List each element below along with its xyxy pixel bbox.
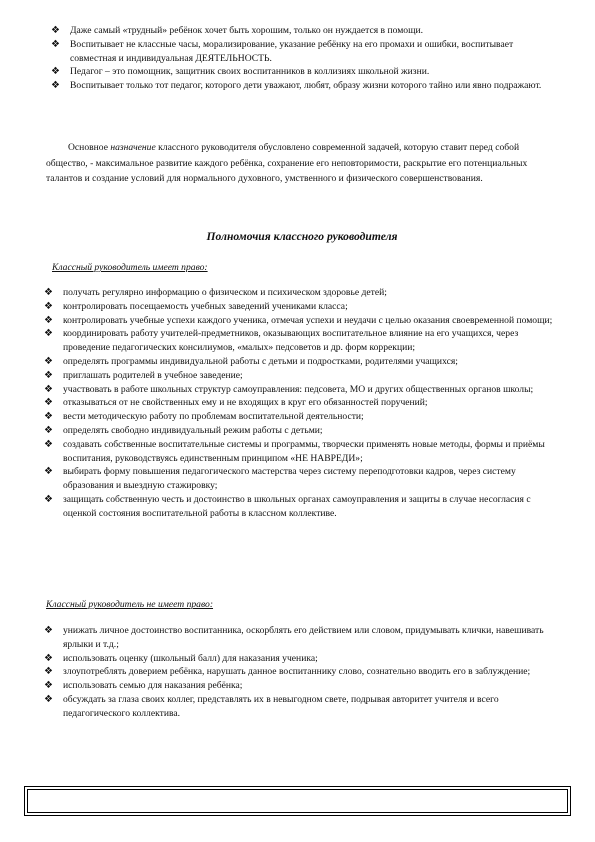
diamond-bullet-icon: ❖ (44, 693, 53, 705)
list-item: ❖ контролировать посещаемость учебных заведений учениками класса; (44, 300, 348, 312)
diamond-bullet-icon: ❖ (44, 652, 53, 664)
diamond-bullet-icon: ❖ (51, 66, 60, 78)
list-item: ❖ контролировать учебные успехи каждого ученика, отмечая успехи и неудачи с целью оказания своевременной помощи; (44, 314, 553, 326)
diamond-bullet-icon: ❖ (44, 424, 53, 436)
diamond-bullet-icon: ❖ (44, 411, 53, 423)
section-heading: Полномочия классного руководителя (206, 230, 398, 243)
list-item: ❖ определять программы индивидуальной работы с детьми и подростками, родителями учащихся; (44, 355, 458, 367)
list-item: ❖ Педагог – это помощник, защитник своих воспитанников в коллизиях школьной жизни. (51, 66, 430, 78)
list-item: ❖ защищать собственную честь и достоинство в школьных органах самоуправления и защиты в случае несогласия с оценкой состояния воспитательной работы в классном коллективе. (44, 493, 531, 519)
list-item: ❖ участвовать в работе школьных структур самоуправления: педсовета, МО и других общественных органов школы; (44, 383, 534, 395)
diamond-bullet-icon: ❖ (44, 314, 53, 326)
list-item: ❖ унижать личное достоинство воспитанника, оскорблять его действием или словом, придумывать клички, навешивать ярлыки и т.д.; (44, 625, 544, 650)
diamond-bullet-icon: ❖ (44, 438, 53, 450)
diamond-bullet-icon: ❖ (44, 397, 53, 409)
diamond-bullet-icon: ❖ (44, 493, 53, 505)
diamond-bullet-icon: ❖ (44, 355, 53, 367)
diamond-bullet-icon: ❖ (44, 369, 53, 381)
diamond-bullet-icon: ❖ (44, 680, 53, 692)
emphasis-text: назначение (110, 142, 156, 153)
diamond-bullet-icon: ❖ (44, 625, 53, 636)
list-item: ❖ приглашать родителей в учебное заведение; (44, 369, 243, 381)
principles-list (51, 24, 560, 93)
diamond-bullet-icon: ❖ (44, 300, 53, 312)
list-item: ❖ вести методическую работу по проблемам воспитательной деятельности; (44, 411, 364, 423)
list-item: ❖ создавать собственные воспитательные системы и программы, творчески применять новые методы, формы и приёмы воспитания, руководствуясь единственным принципом «НЕ НАВРЕДИ»; (44, 438, 545, 464)
list-item: ❖ использовать семью для наказания ребёнка; (44, 680, 243, 692)
diamond-bullet-icon: ❖ (51, 38, 60, 50)
diamond-bullet-icon: ❖ (51, 80, 60, 92)
diamond-bullet-icon: ❖ (44, 328, 53, 340)
footer-frame (24, 786, 571, 816)
list-item: ❖ Даже самый «трудный» ребёнок хочет быть хорошим, только он нуждается в помощи. (51, 25, 424, 36)
list-item: ❖ Воспитывает не классные часы, морализирование, указание ребёнку на его промахи и ошибки, воспитывает совместная и индивидуальная ДЕЯТЕЛЬНОСТЬ. (51, 38, 514, 64)
diamond-bullet-icon: ❖ (44, 383, 53, 395)
list-item: ❖ Воспитывает только тот педагог, которого дети уважают, любят, образу жизни которого тайно или явно подражают. (51, 80, 542, 92)
prohibitions-list (44, 624, 563, 721)
list-item: ❖ использовать оценку (школьный балл) для наказания ученика; (44, 652, 318, 664)
diamond-bullet-icon: ❖ (44, 466, 53, 478)
list-item: ❖ координировать работу учителей-предметников, оказывающих воспитательное влияние на его учащихся, через проведение педагогических консилиумов, «малых» педсоветов и др. форм коррекции; (44, 328, 519, 354)
rights-subheading: Классный руководитель имеет право: (52, 262, 208, 273)
rights-list (44, 286, 563, 521)
prohibitions-subheading: Классный руководитель не имеет право: (46, 599, 214, 610)
list-item: ❖ злоупотреблять доверием ребёнка, нарушать данное воспитаннику слово, сознательно вводить его в заблуждение; (44, 666, 531, 678)
diamond-bullet-icon: ❖ (51, 25, 60, 36)
list-item: ❖ определять свободно индивидуальный режим работы с детьми; (44, 424, 323, 436)
list-item: ❖ получать регулярно информацию о физическом и психическом здоровье детей; (44, 287, 387, 298)
diamond-bullet-icon: ❖ (44, 287, 53, 298)
list-item: ❖ отказываться от не свойственных ему и не входящих в круг его обязанностей поручений; (44, 397, 428, 409)
list-item: ❖ выбирать форму повышения педагогического мастерства через систему переподготовки кадров, через систему образования и выездную стажировку; (44, 466, 516, 492)
diamond-bullet-icon: ❖ (44, 666, 53, 678)
list-item: ❖ обсуждать за глаза своих коллег, представлять их в невыгодном свете, подрывая авторитет учителя и всего педагогического коллектива. (44, 693, 499, 719)
purpose-paragraph: Основное назначение классного руководителя обусловлено современной задачей, которую ставит перед собой общество, - максимальное развитие каждого ребёнка, сохранение его неповторимости, раскрытие его потенциальных талантов и создание условий для нормального духовного, умственного и физического совершенствования. (46, 142, 528, 185)
